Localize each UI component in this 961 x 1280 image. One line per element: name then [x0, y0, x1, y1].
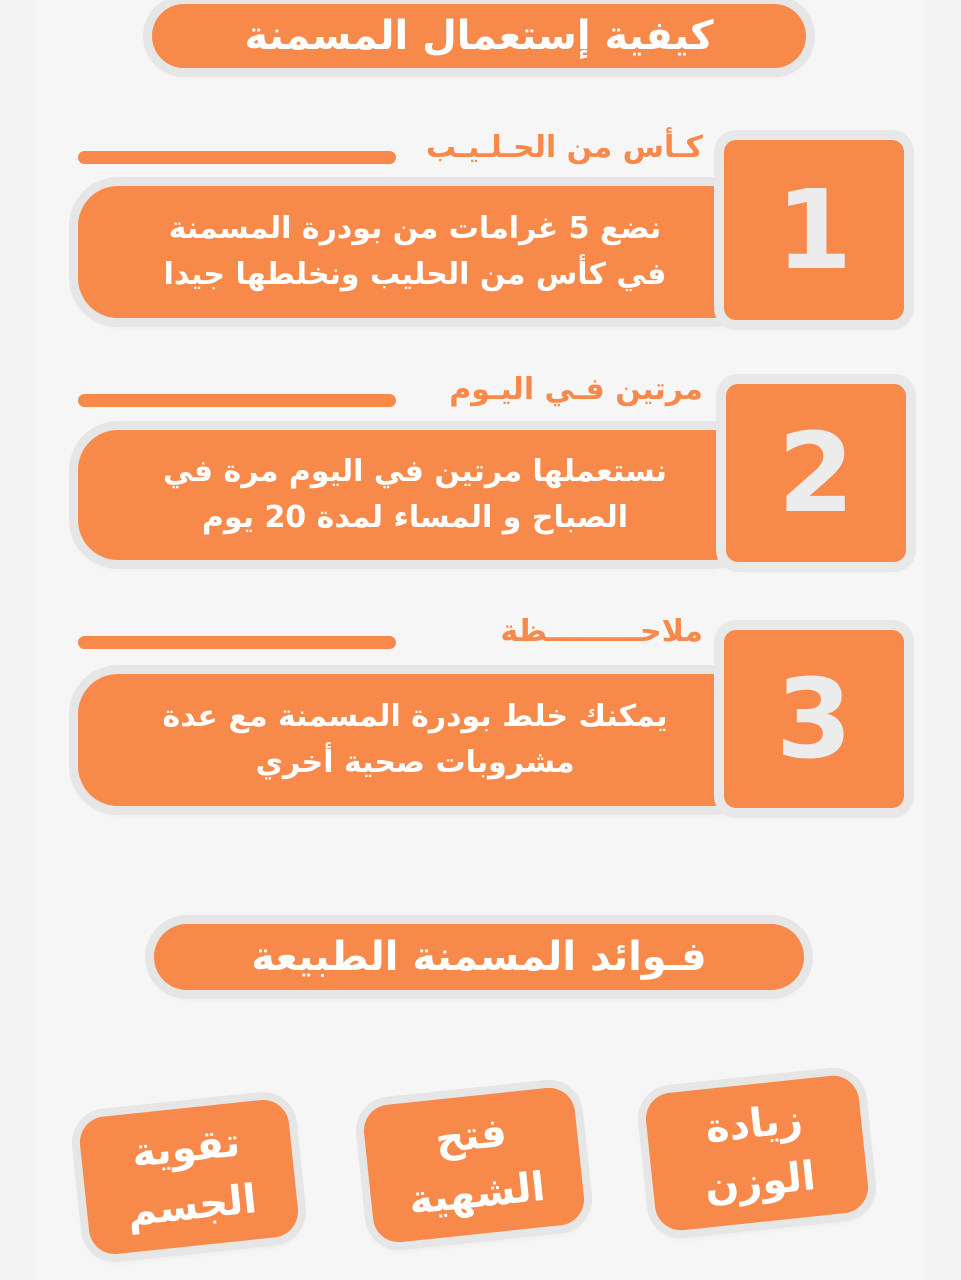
benefits-title-text: فـوائد المسمنة الطبيعة: [251, 934, 707, 980]
benefit-1-line-1: زيادة: [703, 1096, 805, 1153]
benefit-card-body-strength: [77, 1097, 300, 1256]
benefit-3-line-1: تقوية: [129, 1119, 243, 1177]
benefit-2-line-1: فتح: [433, 1109, 509, 1163]
benefit-card-weight-gain: [643, 1073, 870, 1233]
step-2-number: 2: [777, 409, 855, 537]
step-1-description: [78, 186, 752, 318]
step-1-rule: [78, 151, 396, 164]
page-title: [152, 4, 806, 68]
step-3-description: [78, 674, 752, 806]
step-1-heading: كـأس من الحـلـيـب: [425, 130, 703, 165]
step-3-line-2: مشروبات صحية أخري: [255, 745, 575, 780]
step-1-line-1: نضع 5 غرامات من بودرة المسمنة: [168, 211, 662, 246]
step-2-number-badge: [726, 384, 906, 562]
step-2-description: [78, 430, 752, 560]
step-3-number-badge: [724, 630, 904, 808]
benefit-3-line-2: الجسم: [125, 1176, 259, 1236]
step-2-line-1: نستعملها مرتين في اليوم مرة في: [163, 454, 667, 489]
page-title-text: كيفية إستعمال المسمنة: [244, 13, 714, 59]
step-3-heading: ملاحـــــــــظة: [500, 614, 703, 649]
benefit-2-line-2: الشهية: [406, 1163, 548, 1224]
step-3-number: 3: [775, 655, 853, 783]
benefits-title: [154, 924, 804, 990]
step-3-line-1: يمكنك خلط بودرة المسمنة مع عدة: [162, 699, 668, 734]
step-1-line-2: في كأس من الحليب ونخلطها جيدا: [163, 257, 667, 292]
step-1-number-badge: [724, 140, 904, 320]
step-2-rule: [78, 394, 396, 407]
step-2-line-2: الصباح و المساء لمدة 20 يوم: [201, 500, 629, 535]
step-3-rule: [78, 636, 396, 649]
step-2-heading: مرتين فـي اليـوم: [449, 372, 703, 407]
benefit-1-line-2: الوزن: [702, 1153, 818, 1211]
benefit-card-appetite: [361, 1085, 586, 1244]
step-1-number: 1: [775, 166, 853, 294]
